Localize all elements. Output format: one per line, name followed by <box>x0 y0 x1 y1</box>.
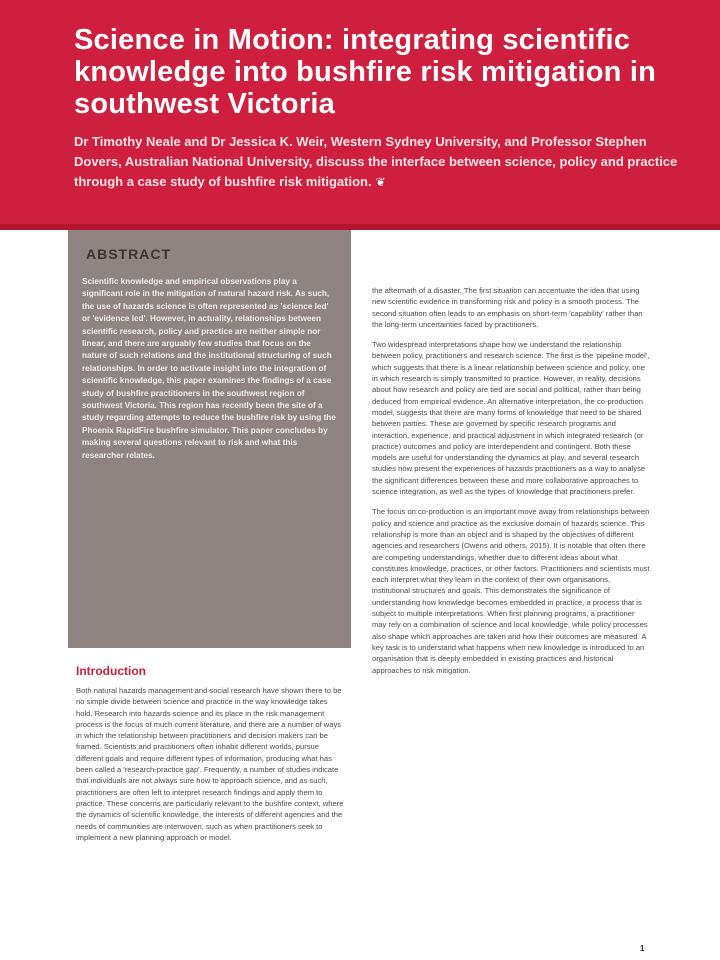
right-column <box>372 285 650 685</box>
page-number: 1 <box>640 944 645 953</box>
intro-text: Both natural hazards management and social research have shown there to be no simple divide between science and practice in the way knowledge takes hold. Research into hazards science and its place in the risk management process is the focus of much current literature, and there are a number of ways in which the relationship between practitioners and decision makers can be framed. Scientists and practitioners often inhabit different worlds, pursue different goals and require different types of information, producing what has been called a 'research-practice gap'. Frequently, a number of studies indicate that individuals are not always sure how to approach science, and as such, practitioners are often left to interpret research findings and apply them to practice. These concerns are particularly relevant to the bushfire context, where the dynamics of scientific knowledge, the interests of different agencies and the needs of communities are interwoven, such as when practitioners seek to implement a new planning approach or model. <box>76 686 344 842</box>
right-paragraph-1: the aftermath of a disaster. The first situation can accentuate the idea that using new scientific evidence in transforming risk and policy is a smooth process. The second situation often leads to an emphasis on short-term 'capability' rather than the long-term uncertainties faced by practitioners. <box>372 286 643 329</box>
right-paragraph-3: The focus on co-production is an important move away from relationships between policy and science and practice as the exclusive domain of hazards science. This relationship is more than an object and is shaped by the objectives of different agencies and researchers (Owens and others, 2015). It is notable that often there are competing understandings, whether due to different ideas about what constitutes knowledge, practices, or other factors. Practitioners and scientists must each interpret what they learn in the context of their own organisations, institutional structures and goals. This demonstrates the significance of understanding how knowledge becomes embedded in practice, a process that is subject to multiple interpretations. When first planning programs, a practitioner may rely on a combination of science and local knowledge, while policy processes also shape which approaches are taken and how their outcomes are measured. A key task is to understand what happens when new knowledge is introduced to an organisation that is deeply embedded in existing practices and historical approaches to risk mitigation. <box>372 507 650 675</box>
abstract-text: Scientific knowledge and empirical observations play a significant role in the mitigation of natural hazard risk. As such, the use of hazards science is often represented as 'science led' or 'evidence led'. However, in actuality, relationships between scientific research, policy and practice are neither simple nor linear, and there are arguably few studies that focus on the nature of such relations and the institutional structuring of such relationships. In order to activate insight into the integration of scientific knowledge, this paper examines the findings of a case study of bushfire practitioners in the southwest region of southwest Victoria. This region has recently been the site of a study regarding attempts to reduce the bushfire risk by using the Phoenix RapidFire bushfire simulator. This paper concludes by making several questions relevant to risk and what this researcher relates. <box>82 277 336 460</box>
byline-text: Dr Timothy Neale and Dr Jessica K. Weir, Western Sydney University, and Professor Stephen Dovers, Australian National University, discuss the interface between science, policy and practice through a case study of bushfire risk mitigation. <box>74 134 678 189</box>
leaf-icon: ❦ <box>375 175 386 189</box>
header-banner <box>0 0 720 230</box>
article-title: Science in Motion: integrating scientific knowledge into bushfire risk mitigation in southwest Victoria <box>74 24 656 120</box>
abstract-heading: ABSTRACT <box>86 246 171 262</box>
abstract-box <box>68 230 351 648</box>
right-paragraph-2: Two widespread interpretations shape how we understand the relationship between policy, practitioners and research science. The first is the 'pipeline model', which suggests that there is a linear relationship between science and policy, one in which research is simply transmitted to practice. However, in reality, decisions about how research and policy are tied are social and political, rather than being deduced from empirical evidence. An alternative interpretation, the co-production model, suggests that there are many forms of knowledge that need to be shared between parties. These are governed by specific research programs and interaction, experience, and practical adjustment in which integrated research (or practice) outcomes and policy are interdependent and contingent. Both these models are useful for understanding the dynamics at play, and several research studies now present the experiences of hazards practitioners as a way to analyse the significant differences between these and more collaborative approaches to science integration, as well as the types of knowledge that practitioners prefer. <box>372 340 650 497</box>
article-byline <box>74 132 684 192</box>
intro-heading: Introduction <box>76 664 146 678</box>
